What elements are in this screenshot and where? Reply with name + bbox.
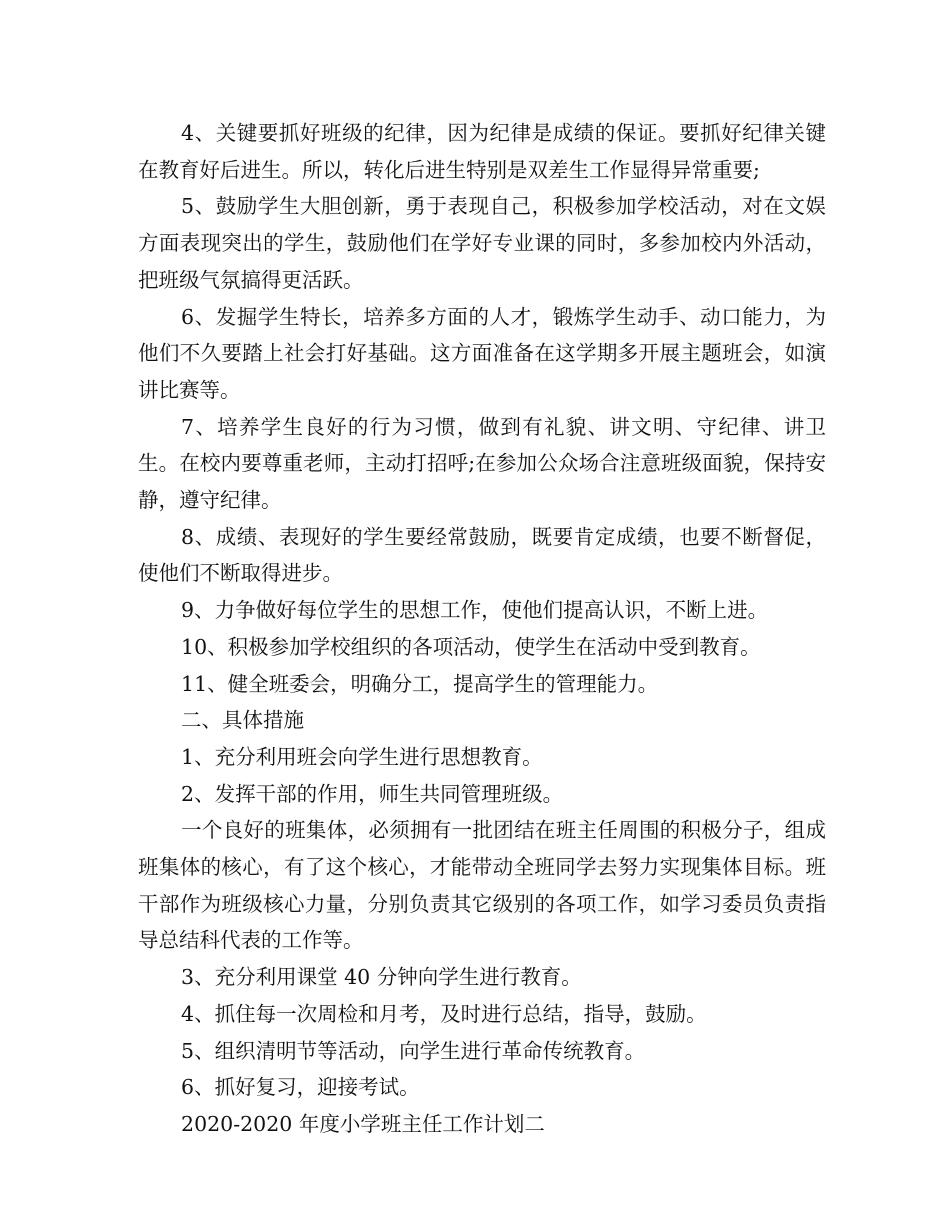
document-body <box>138 115 826 1143</box>
paragraph-item-7-habits: 7、培养学生良好的行为习惯，做到有礼貌、讲文明、守纪律、讲卫生。在校内要尊重老师，主动打招呼;在参加公众场合注意班级面貌，保持安静，遵守纪律。 <box>138 414 826 513</box>
measure-item-6-review: 6、抓好复习，迎接考试。 <box>181 1075 420 1100</box>
paragraph-item-6-talents: 6、发掘学生特长，培养多方面的人才，锻炼学生动手、动口能力，为他们不久要踏上社会打好基础。这方面准备在这学期多开展主题班会，如演讲比赛等。 <box>138 304 826 402</box>
measure-item-4-exams: 4、抓住每一次周检和月考，及时进行总结，指导，鼓励。 <box>181 1001 707 1026</box>
paragraph-item-8-encouragement: 8、成绩、表现好的学生要经常鼓励，既要肯定成绩，也要不断督促，使他们不断取得进步。 <box>138 524 826 586</box>
measure-item-2-cadres: 2、发挥干部的作用，师生共同管理班级。 <box>181 781 564 806</box>
paragraph-item-9-thought-work: 9、力争做好每位学生的思想工作，使他们提高认识，不断上进。 <box>181 598 769 623</box>
measure-item-1-class-meeting: 1、充分利用班会向学生进行思想教育。 <box>181 744 543 769</box>
section-heading-measures: 二、具体措施 <box>181 708 305 733</box>
paragraph-item-5-innovation: 5、鼓励学生大胆创新，勇于表现自己，积极参加学校活动，对在文娱方面表现突出的学生，鼓励他们在学好专业课的同时，多参加校内外活动，把班级气氛搞得更活跃。 <box>138 194 826 292</box>
paragraph-item-11-class-committee: 11、健全班委会，明确分工，提高学生的管理能力。 <box>181 671 659 696</box>
paragraph-collective-core: 一个良好的班集体，必须拥有一批团结在班主任周围的积极分子，组成班集体的核心，有了这个核心，才能带动全班同学去努力实现集体目标。班干部作为班级核心力量，分别负责其它级别的各项工作，如学习委员负责指导总结科代表的工作等。 <box>138 818 826 953</box>
next-section-title: 2020-2020 年度小学班主任工作计划二 <box>181 1111 545 1136</box>
measure-item-3-classroom: 3、充分利用课堂 40 分钟向学生进行教育。 <box>181 965 582 990</box>
measure-item-5-qingming: 5、组织清明节等活动，向学生进行革命传统教育。 <box>181 1038 646 1063</box>
paragraph-item-4-discipline: 4、关键要抓好班级的纪律，因为纪律是成绩的保证。要抓好纪律关键在教育好后进生。所以，转化后进生特别是双差生工作显得异常重要; <box>138 121 826 182</box>
paragraph-item-10-activities: 10、积极参加学校组织的各项活动，使学生在活动中受到教育。 <box>181 634 761 659</box>
